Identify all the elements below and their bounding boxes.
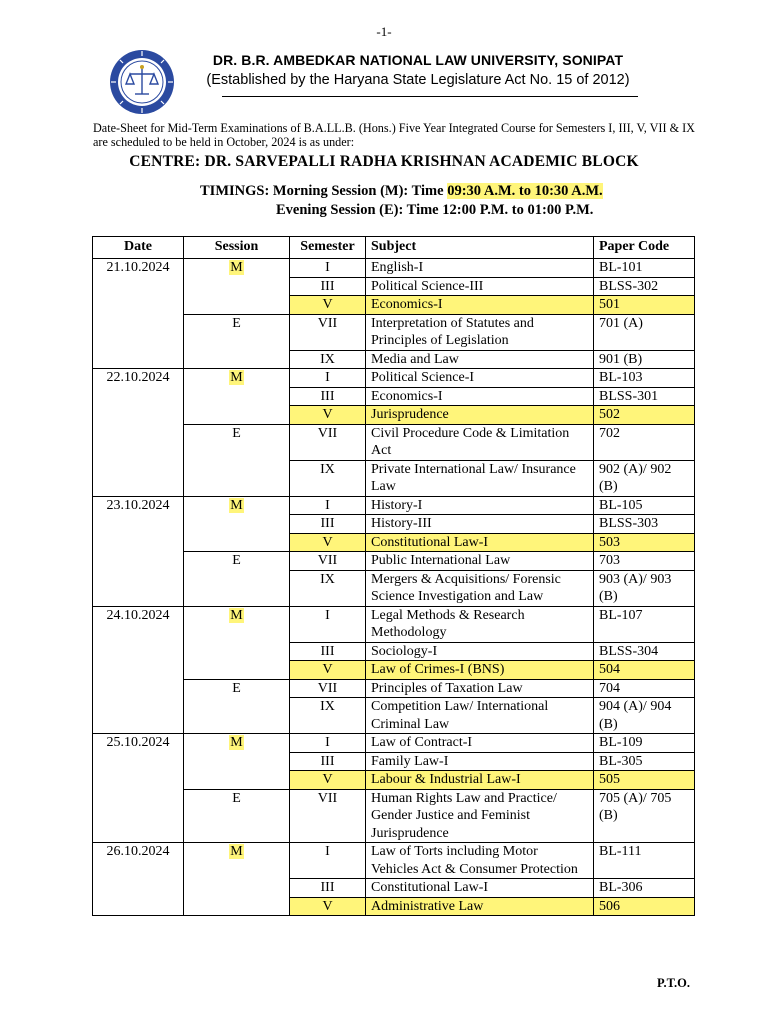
- semester-cell: III: [290, 752, 366, 771]
- semester-cell: I: [290, 606, 366, 642]
- semester-cell: VII: [290, 424, 366, 460]
- page-footer-pto: P.T.O.: [657, 976, 690, 990]
- subject-cell: Private International Law/ Insurance Law: [366, 460, 594, 496]
- table-row: [93, 552, 695, 571]
- subject-cell: Principles of Taxation Law: [366, 679, 594, 698]
- table-row: [93, 843, 695, 879]
- subject-cell: Public International Law: [366, 552, 594, 571]
- semester-cell: III: [290, 642, 366, 661]
- semester-cell: VII: [290, 679, 366, 698]
- intro-text: Date-Sheet for Mid-Term Examinations of B.A.LL.B. (Hons.) Five Year Integrated Course for Semesters I, III, V, VII & IX are scheduled to be held in October, 2024 is as under:: [93, 121, 695, 149]
- exam-date: 24.10.2024: [93, 606, 184, 734]
- session-cell: [184, 369, 290, 425]
- subject-cell: Political Science-I: [366, 369, 594, 388]
- paper-code-cell: BLSS-302: [594, 277, 695, 296]
- semester-cell: III: [290, 387, 366, 406]
- semester-cell: I: [290, 259, 366, 278]
- semester-cell: IX: [290, 570, 366, 606]
- semester-cell: V: [290, 296, 366, 315]
- paper-code-cell: BL-306: [594, 879, 695, 898]
- subject-cell: Human Rights Law and Practice/ Gender Justice and Feminist Jurisprudence: [366, 789, 594, 843]
- university-name: DR. B.R. AMBEDKAR NATIONAL LAW UNIVERSITY, SONIPAT: [212, 52, 624, 68]
- header-subject: Subject: [366, 237, 594, 259]
- subject-cell: History-I: [366, 496, 594, 515]
- subject-cell: Political Science-III: [366, 277, 594, 296]
- session-cell: [184, 734, 290, 790]
- session-label: M: [230, 370, 243, 385]
- paper-code-cell: 902 (A)/ 902 (B): [594, 460, 695, 496]
- subject-cell: Family Law-I: [366, 752, 594, 771]
- paper-code-cell: 506: [594, 897, 695, 916]
- session-cell: [184, 259, 290, 315]
- table-row: [93, 606, 695, 642]
- subject-cell: Civil Procedure Code & Limitation Act: [366, 424, 594, 460]
- paper-code-cell: 502: [594, 406, 695, 425]
- subject-cell: Competition Law/ International Criminal Law: [366, 698, 594, 734]
- session-cell: [184, 424, 290, 496]
- semester-cell: V: [290, 771, 366, 790]
- semester-cell: I: [290, 496, 366, 515]
- table-header-row: [93, 237, 695, 259]
- paper-code-cell: 505: [594, 771, 695, 790]
- subject-cell: Legal Methods & Research Methodology: [366, 606, 594, 642]
- paper-code-cell: BL-107: [594, 606, 695, 642]
- subject-cell: Interpretation of Statutes and Principles of Legislation: [366, 314, 594, 350]
- subject-cell: Jurisprudence: [366, 406, 594, 425]
- table-row: [93, 314, 695, 350]
- session-label: M: [230, 607, 243, 623]
- session-label: M: [230, 260, 243, 275]
- exam-date: 21.10.2024: [93, 259, 184, 369]
- page-number: -1-: [376, 24, 392, 39]
- semester-cell: IX: [290, 350, 366, 369]
- session-label: M: [230, 844, 243, 859]
- semester-cell: I: [290, 734, 366, 753]
- session-cell: [184, 606, 290, 679]
- table-row: [93, 789, 695, 843]
- table-row: [93, 369, 695, 388]
- subject-cell: Law of Torts including Motor Vehicles Act & Consumer Protection: [366, 843, 594, 879]
- subject-cell: Sociology-I: [366, 642, 594, 661]
- paper-code-cell: BL-305: [594, 752, 695, 771]
- session-label: E: [232, 553, 241, 568]
- exam-centre: CENTRE: DR. SARVEPALLI RADHA KRISHNAN ACADEMIC BLOCK: [129, 153, 639, 170]
- semester-cell: III: [290, 879, 366, 898]
- paper-code-cell: BLSS-303: [594, 515, 695, 534]
- session-cell: [184, 843, 290, 916]
- timings-morning-label: TIMINGS: Morning Session (M): Time: [200, 183, 448, 199]
- session-label: E: [232, 315, 241, 331]
- subject-cell: Constitutional Law-I: [366, 533, 594, 552]
- semester-cell: V: [290, 897, 366, 916]
- semester-cell: III: [290, 515, 366, 534]
- header-session: Session: [184, 237, 290, 259]
- exam-date: 26.10.2024: [93, 843, 184, 916]
- paper-code-cell: 904 (A)/ 904 (B): [594, 698, 695, 734]
- university-established: (Established by the Haryana State Legislature Act No. 15 of 2012): [206, 72, 630, 88]
- exam-date: 25.10.2024: [93, 734, 184, 843]
- subject-cell: Economics-I: [366, 387, 594, 406]
- semester-cell: III: [290, 277, 366, 296]
- paper-code-cell: 903 (A)/ 903 (B): [594, 570, 695, 606]
- header-date: Date: [93, 237, 184, 259]
- paper-code-cell: BLSS-301: [594, 387, 695, 406]
- session-label: E: [232, 790, 241, 806]
- paper-code-cell: 501: [594, 296, 695, 315]
- header-paper-code: Paper Code: [594, 237, 695, 259]
- subject-cell: Mergers & Acquisitions/ Forensic Science Investigation and Law: [366, 570, 594, 606]
- paper-code-cell: BL-101: [594, 259, 695, 278]
- paper-code-cell: BL-103: [594, 369, 695, 388]
- subject-cell: History-III: [366, 515, 594, 534]
- timings-evening: Evening Session (E): Time 12:00 P.M. to 01:00 P.M.: [276, 202, 594, 218]
- table-row: [93, 424, 695, 460]
- table-row: [93, 679, 695, 698]
- paper-code-cell: 901 (B): [594, 350, 695, 369]
- session-cell: [184, 552, 290, 607]
- header-divider: [222, 96, 638, 97]
- semester-cell: V: [290, 661, 366, 680]
- timings-morning-time: 09:30 A.M. to 10:30 A.M.: [447, 183, 603, 199]
- date-sheet-table: [92, 236, 695, 916]
- paper-code-cell: BL-109: [594, 734, 695, 753]
- session-cell: [184, 789, 290, 843]
- semester-cell: VII: [290, 552, 366, 571]
- semester-cell: VII: [290, 314, 366, 350]
- paper-code-cell: 703: [594, 552, 695, 571]
- subject-cell: Law of Contract-I: [366, 734, 594, 753]
- paper-code-cell: 705 (A)/ 705 (B): [594, 789, 695, 843]
- paper-code-cell: 704: [594, 679, 695, 698]
- paper-code-cell: BL-105: [594, 496, 695, 515]
- paper-code-cell: BL-111: [594, 843, 695, 879]
- exam-date: 22.10.2024: [93, 369, 184, 497]
- semester-cell: IX: [290, 698, 366, 734]
- semester-cell: VII: [290, 789, 366, 843]
- paper-code-cell: 702: [594, 424, 695, 460]
- subject-cell: Labour & Industrial Law-I: [366, 771, 594, 790]
- subject-cell: Constitutional Law-I: [366, 879, 594, 898]
- session-label: M: [230, 735, 243, 750]
- session-label: E: [232, 425, 241, 441]
- paper-code-cell: 503: [594, 533, 695, 552]
- subject-cell: Law of Crimes-I (BNS): [366, 661, 594, 680]
- session-cell: [184, 314, 290, 369]
- session-cell: [184, 679, 290, 734]
- timings-morning: [200, 183, 603, 200]
- subject-cell: Administrative Law: [366, 897, 594, 916]
- paper-code-cell: 701 (A): [594, 314, 695, 350]
- session-label: E: [232, 680, 241, 696]
- session-cell: [184, 496, 290, 552]
- paper-code-cell: BLSS-304: [594, 642, 695, 661]
- table-row: [93, 259, 695, 278]
- semester-cell: V: [290, 406, 366, 425]
- semester-cell: V: [290, 533, 366, 552]
- exam-date: 23.10.2024: [93, 496, 184, 606]
- table-row: [93, 496, 695, 515]
- subject-cell: English-I: [366, 259, 594, 278]
- university-seal-icon: [108, 48, 176, 116]
- semester-cell: I: [290, 369, 366, 388]
- paper-code-cell: 504: [594, 661, 695, 680]
- table-row: [93, 734, 695, 753]
- subject-cell: Economics-I: [366, 296, 594, 315]
- subject-cell: Media and Law: [366, 350, 594, 369]
- semester-cell: I: [290, 843, 366, 879]
- session-label: M: [230, 497, 243, 513]
- semester-cell: IX: [290, 460, 366, 496]
- header-semester: Semester: [290, 237, 366, 259]
